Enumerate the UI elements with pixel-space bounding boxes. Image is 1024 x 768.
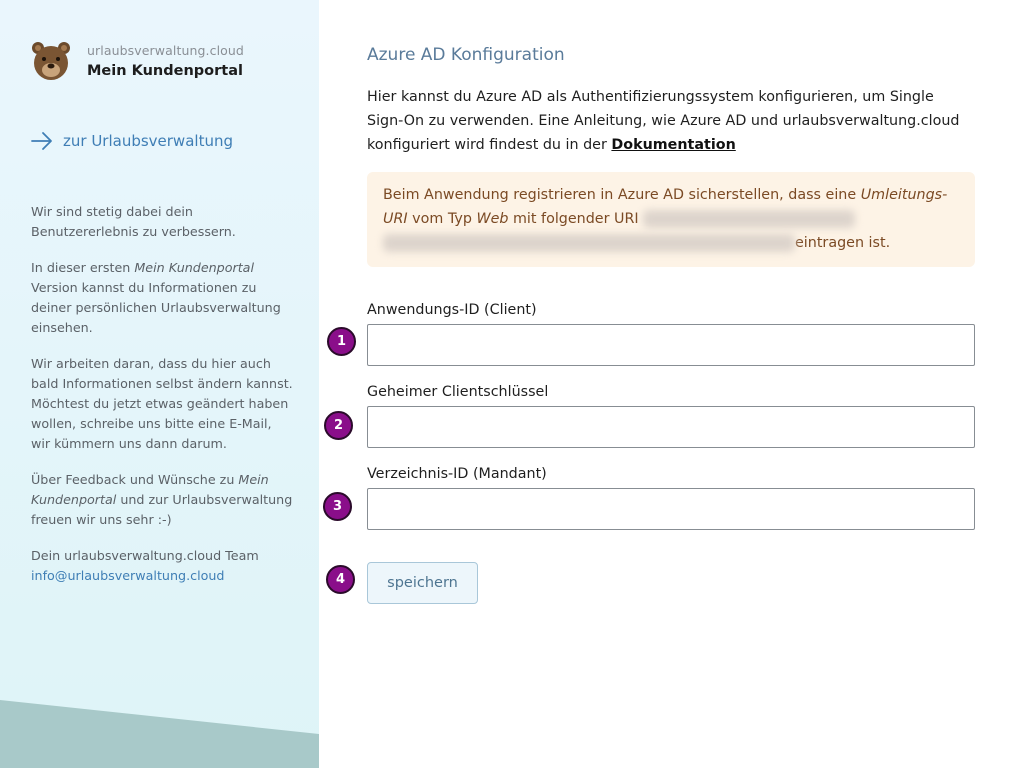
annotation-badge-2: 2 (324, 411, 353, 440)
portal-title: Mein Kundenportal (87, 63, 243, 79)
client-secret-label: Geheimer Clientschlüssel (367, 384, 549, 400)
intro-text: Hier kannst du Azure AD als Authentifizierungssystem konfigurieren, um Single Sign-On zu verwenden. Eine Anleitung, wie Azure AD und urlaubsverwaltung.cloud konfiguriert wird findest du in der Dokumentation (367, 89, 960, 153)
redacted-uri-part-1 (643, 210, 855, 228)
info-paragraph-1: Wir sind stetig dabei dein Benutzererlebnis zu verbessern. (31, 204, 236, 239)
team-name: Dein urlaubsverwaltung.cloud Team (31, 548, 259, 563)
sidebar (0, 0, 319, 768)
annotation-badge-4: 4 (326, 565, 355, 594)
tenant-id-label: Verzeichnis-ID (Mandant) (367, 466, 547, 482)
client-id-input[interactable] (367, 324, 975, 366)
annotation-badge-3: 3 (323, 492, 352, 521)
bear-logo-icon (31, 40, 71, 82)
redacted-uri-part-2 (383, 234, 795, 252)
arrow-right-icon (31, 131, 53, 151)
save-button[interactable]: speichern (367, 562, 478, 604)
brand-domain: urlaubsverwaltung.cloud (87, 43, 244, 58)
info-paragraph-2: In dieser ersten Mein Kundenportal Version kannst du Informationen zu deiner persönlichen Urlaubsverwaltung einsehen. (31, 260, 281, 335)
back-link-label: zur Urlaubsverwaltung (63, 132, 233, 150)
annotation-badge-1: 1 (327, 327, 356, 356)
info-paragraph-4: Über Feedback und Wünsche zu Mein Kundenportal und zur Urlaubsverwaltung freuen wir uns sehr :-) (31, 472, 293, 527)
client-id-label: Anwendungs-ID (Client) (367, 302, 537, 318)
back-to-urlaubsverwaltung-link[interactable] (31, 131, 233, 151)
client-secret-input[interactable] (367, 406, 975, 448)
contact-email-link[interactable]: info@urlaubsverwaltung.cloud (31, 568, 225, 583)
info-paragraph-3: Wir arbeiten daran, dass du hier auch bald Informationen selbst ändern kannst. Möchtest du jetzt etwas geändert haben wollen, schreibe uns bitte eine E-Mail, wir kümmern uns dann darum. (31, 356, 293, 451)
brand[interactable] (31, 40, 244, 82)
page-title: Azure AD Konfiguration (367, 45, 565, 65)
redirect-uri-notice: Beim Anwendung registrieren in Azure AD sicherstellen, dass eine Umleitungs-URI vom Typ Web mit folgender URI eintragen ist. (367, 172, 975, 267)
sidebar-bottom-wave (0, 698, 319, 768)
sidebar-info (31, 202, 293, 602)
documentation-link[interactable]: Dokumentation (611, 137, 736, 153)
team-signature (31, 546, 293, 586)
tenant-id-input[interactable] (367, 488, 975, 530)
